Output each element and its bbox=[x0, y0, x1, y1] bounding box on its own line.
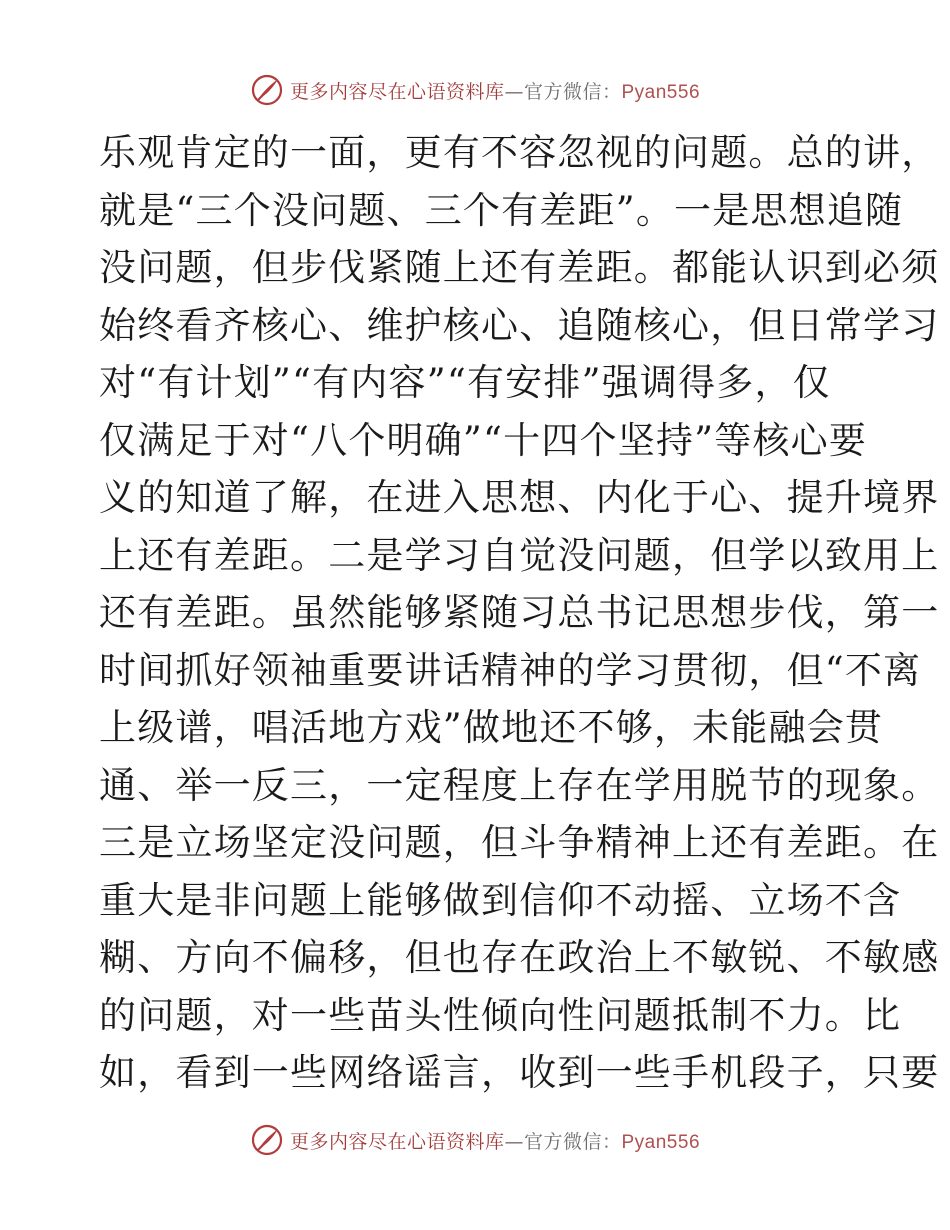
header-banner bbox=[0, 70, 950, 110]
body-line: 通、举一反三，一定程度上存在学用脱节的现象。 bbox=[99, 763, 940, 807]
body-line: 仅满足于对“八个明确”“十四个坚持”等核心要 bbox=[99, 418, 868, 462]
body-line: 上还有差距。二是学习自觉没问题，但学以致用上 bbox=[99, 533, 940, 577]
document-body bbox=[99, 124, 940, 1102]
quill-pen-logo-icon bbox=[250, 1123, 284, 1157]
footer-banner-text bbox=[290, 1127, 700, 1154]
body-line: 时间抓好领袖重要讲话精神的学习贯彻，但“不离 bbox=[99, 648, 922, 692]
banner-separator: — bbox=[504, 1130, 524, 1153]
body-line: 重大是非问题上能够做到信仰不动摇、立场不含 bbox=[99, 878, 902, 922]
body-line: 糊、方向不偏移，但也存在政治上不敏锐、不敏感 bbox=[99, 936, 940, 979]
body-line: 始终看齐核心、维护核心、追随核心，但日常学习 bbox=[99, 303, 940, 347]
banner-wechat-label: 官方微信： bbox=[523, 1130, 622, 1153]
footer-banner bbox=[0, 1120, 950, 1160]
body-line: 乐观肯定的一面，更有不容忽视的问题。总的讲， bbox=[99, 131, 940, 174]
body-line: 上级谱，唱活地方戏”做地还不够，未能融会贯 bbox=[99, 706, 884, 749]
quill-pen-logo-icon bbox=[250, 73, 284, 107]
body-line: 义的知道了解，在进入思想、内化于心、提升境界 bbox=[99, 476, 940, 519]
banner-wechat-id: Pyan556 bbox=[621, 1131, 701, 1153]
body-line: 对“有计划”“有内容”“有安排”强调得多，仅 bbox=[99, 361, 831, 404]
banner-wechat-id: Pyan556 bbox=[621, 81, 701, 103]
banner-wechat-label: 官方微信： bbox=[523, 80, 622, 103]
body-line: 的问题，对一些苗头性倾向性问题抵制不力。比 bbox=[99, 993, 902, 1037]
header-banner-text bbox=[290, 77, 700, 104]
banner-slogan: 更多内容尽在心语资料库 bbox=[289, 1130, 505, 1153]
banner-slogan: 更多内容尽在心语资料库 bbox=[289, 80, 505, 103]
body-line: 没问题，但步伐紧随上还有差距。都能认识到必须 bbox=[99, 246, 940, 289]
body-line: 就是“三个没问题、三个有差距”。一是思想追随 bbox=[99, 188, 904, 232]
banner-separator: — bbox=[504, 80, 524, 103]
body-line: 如，看到一些网络谣言，收到一些手机段子，只要 bbox=[99, 1051, 940, 1094]
body-line: 还有差距。虽然能够紧随习总书记思想步伐，第一 bbox=[99, 591, 940, 634]
body-line: 三是立场坚定没问题，但斗争精神上还有差距。在 bbox=[99, 821, 940, 864]
